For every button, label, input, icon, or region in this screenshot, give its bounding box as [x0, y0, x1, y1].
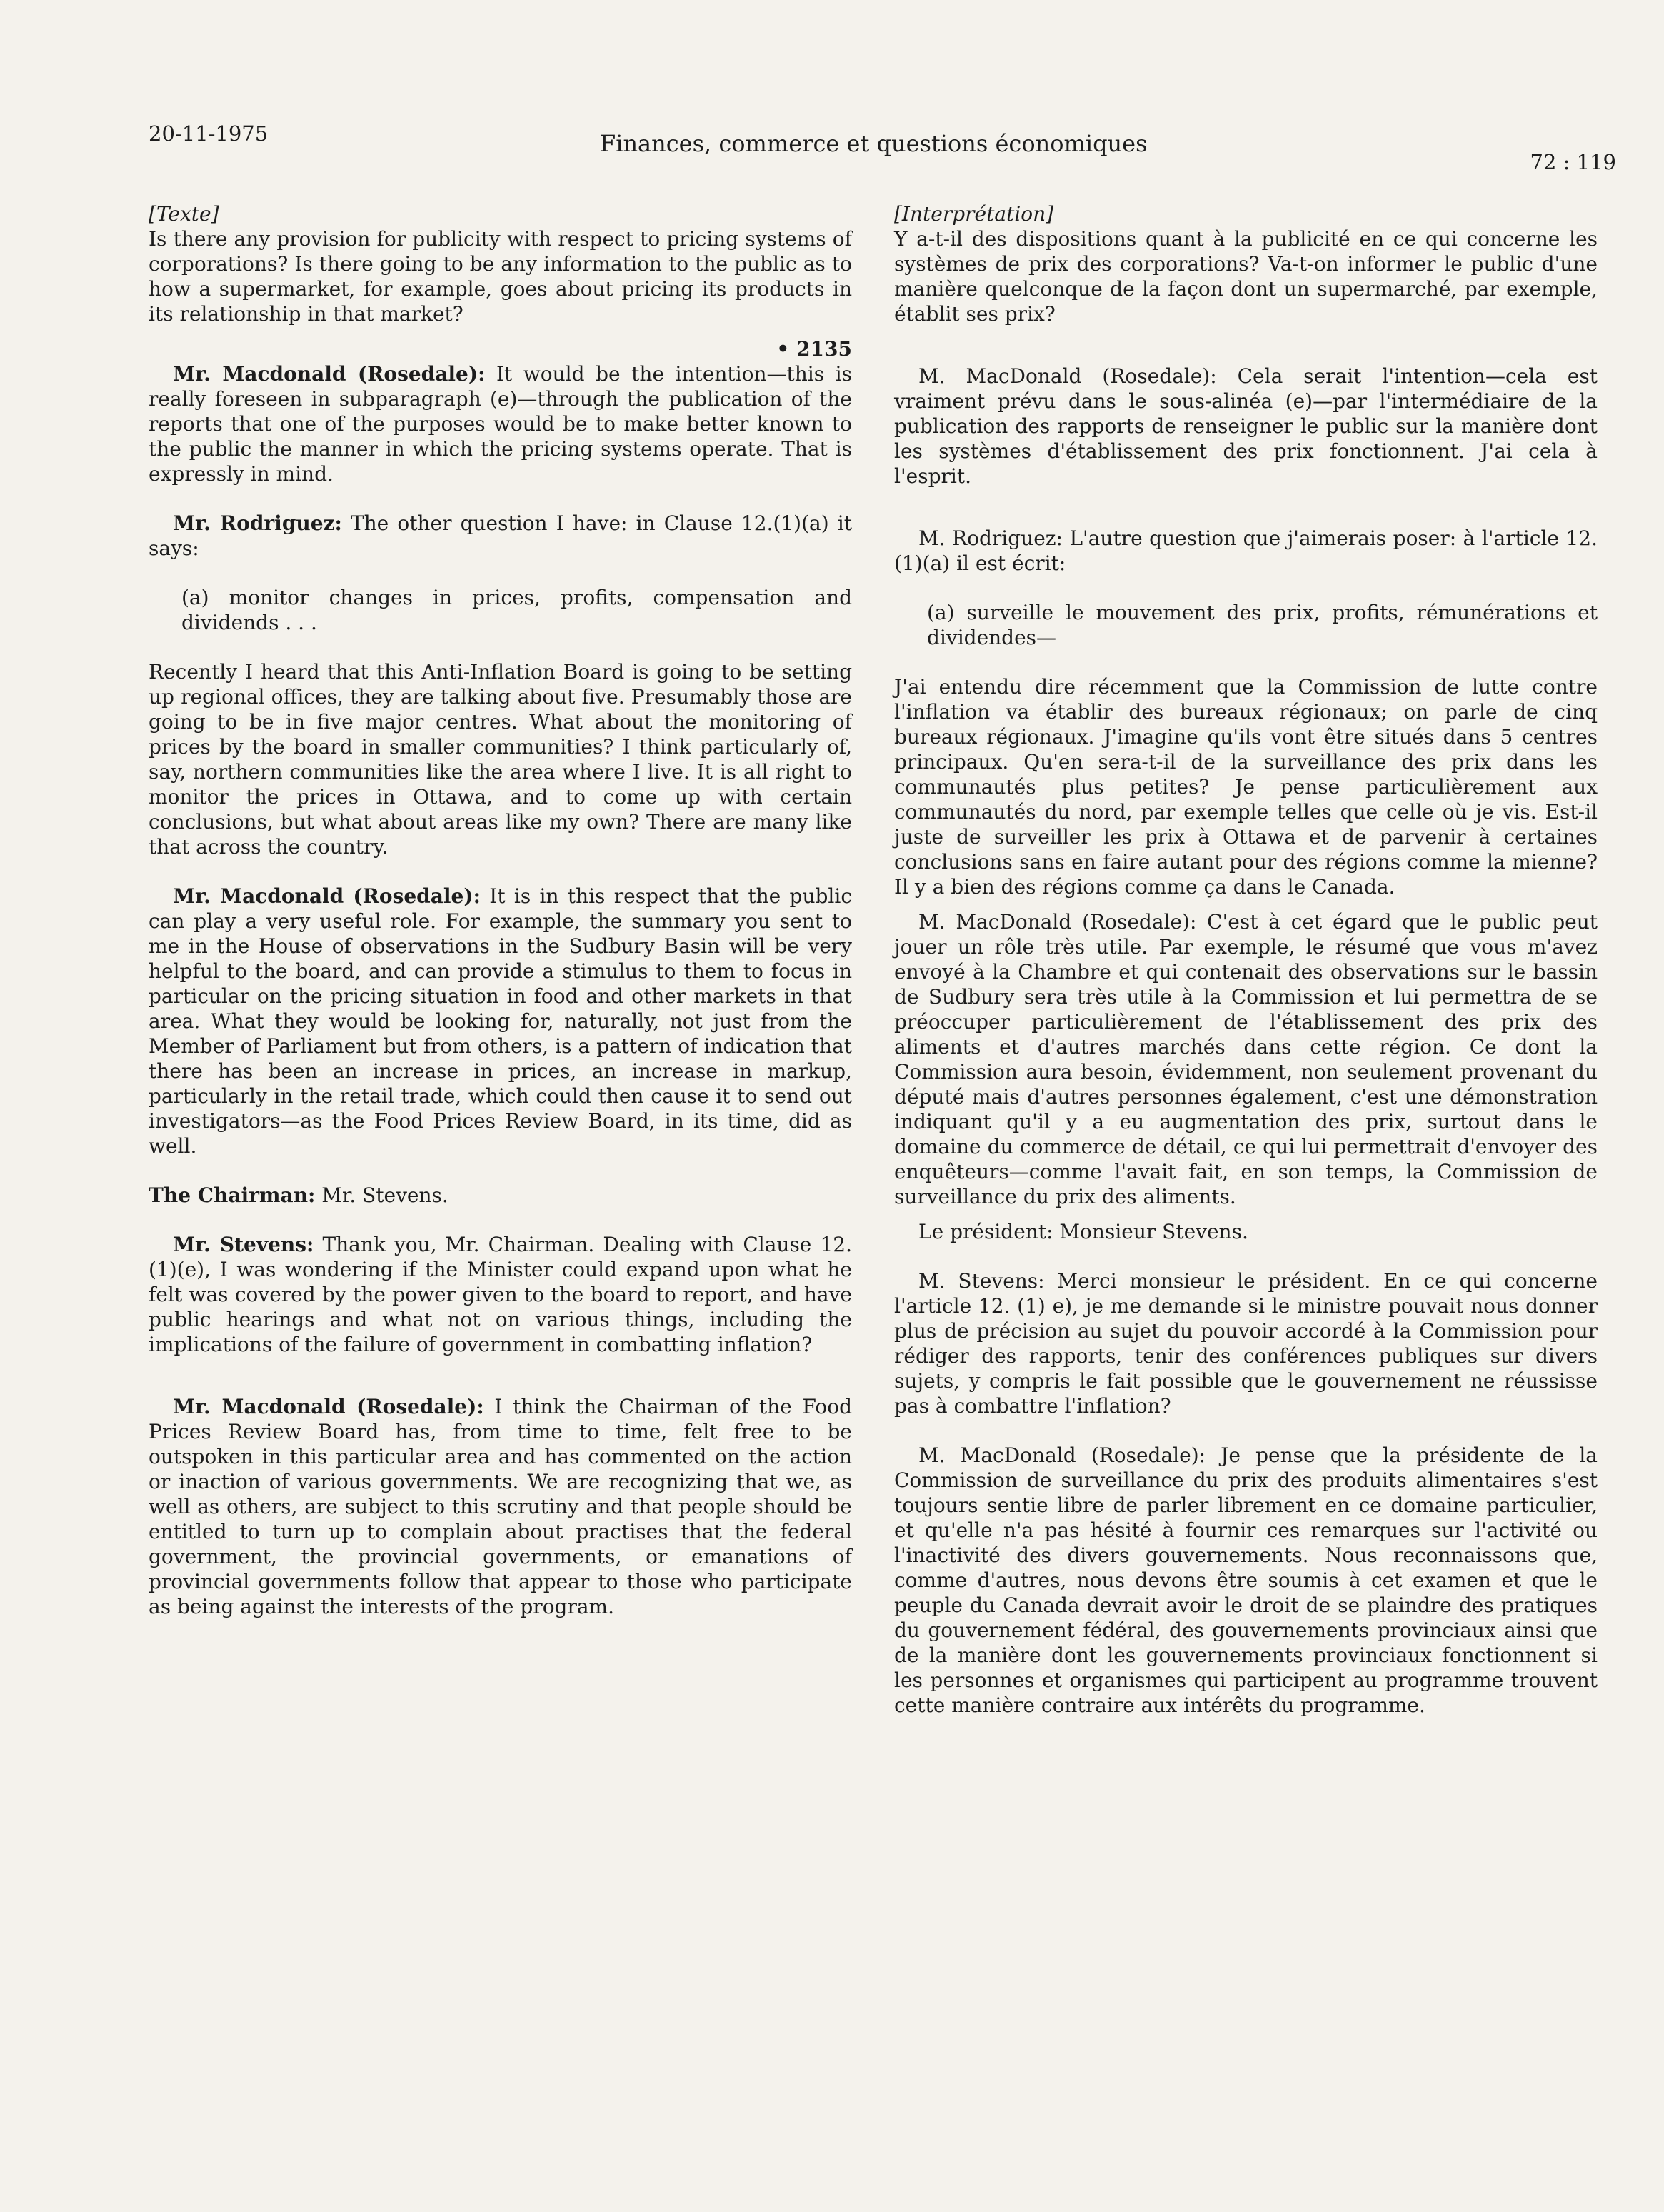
english-quote: (a) monitor changes in prices, profits, compensation and dividends . . .	[181, 586, 852, 634]
speaker-name: Mr. Macdonald (Rosedale):	[173, 884, 481, 908]
page-header	[149, 121, 1616, 174]
speech-text: It is in this respect that the public can play a very useful role. For example, the summary you sent to me in the House of observations in the Sudbury Basin will be very helpful to the board, and can provide a stimulus to them to focus in particular on the pricing situation in food and other markets in that area. What they would be looking for, naturally, not just from the Member of Parliament but from others, is a pattern of indication that there has been an increase in prices, an increase in markup, particularly in the retail trade, which could then cause it to send out investigators—as the Food Prices Review Board, in its time, did as well.	[149, 884, 852, 1158]
time-mark: • 2135	[776, 337, 852, 361]
english-paragraph-7	[149, 1232, 852, 1357]
speech-text: It would be the intention—this is really foreseen in subparagraph (e)—through the publication of the reports that one of the purposes would be to make better known to the public the manner in which the pricing systems operate. That is expressly in mind.	[149, 362, 852, 486]
french-paragraph-2: M. MacDonald (Rosedale): Cela serait l'intention—cela est vraiment prévu dans le sous-alinéa (e)—par l'intermédiaire de la publication des rapports de renseigner le public sur la manière dont les systèmes d'établissement des prix fonctionnent. J'ai cela à l'esprit.	[894, 364, 1598, 488]
english-paragraph-8	[149, 1394, 852, 1619]
french-paragraph-8: M. MacDonald (Rosedale): Je pense que la présidente de la Commission de surveillance du prix des produits alimentaires s'est toujours sentie libre de parler librement en ce domaine particulier, et qu'elle n'a pas hésité à fournir ces remarques sur l'activité ou l'inactivité des divers gouvernements. Nous reconnaissons que, comme d'autres, nous devons être soumis à cet examen et que le peuple du Canada devrait avoir le droit de se plaindre des pratiques du gouvernement fédéral, des gouvernements provinciaux ainsi que de la manière dont les gouvernements provinciaux fonctionnent si les personnes et organismes qui participent au programme trouvent cette manière contraire aux intérêts du programme.	[894, 1443, 1598, 1717]
french-paragraph-3: M. Rodriguez: L'autre question que j'aimerais poser: à l'article 12.(1)(a) il est écrit:	[894, 526, 1598, 575]
speaker-name: Mr. Rodriguez:	[173, 511, 342, 535]
speech-text: The other question I have: in Clause 12.(1)(a) it says:	[149, 511, 852, 560]
speaker-name: Mr. Macdonald (Rosedale):	[173, 362, 486, 386]
french-column	[894, 201, 1598, 1718]
speaker-name: Mr. Macdonald (Rosedale):	[173, 1395, 484, 1418]
speech-text: Thank you, Mr. Chairman. Dealing with Clause 12.(1)(e), I was wondering if the Minister could expand upon what he felt was covered by the power given to the board to report, and have public hearings and what not on various things, including the implications of the failure of government in combatting inflation?	[149, 1233, 852, 1356]
header-page-number: 72 : 119	[1530, 150, 1616, 174]
english-paragraph-5	[149, 884, 852, 1158]
french-paragraph-7: M. Stevens: Merci monsieur le président. En ce qui concerne l'article 12. (1) e), je me demande si le ministre pouvait nous donner plus de précision au sujet du pouvoir accordé à la Commission pour rédiger des rapports, tenir des conférences publiques sur divers sujets, y compris le fait possible que le gouvernement ne réussisse pas à combattre l'inflation?	[894, 1269, 1598, 1418]
english-section-label: [Texte]	[149, 202, 219, 226]
english-paragraph-6	[149, 1183, 852, 1208]
english-paragraph-1: Is there any provision for publicity with respect to pricing systems of corporations? Is there going to be any information to the public as to how a supermarket, for example, goes about pricing its products in its relationship in that market?	[149, 227, 852, 326]
speaker-name: Mr. Stevens:	[173, 1233, 314, 1256]
english-column	[149, 201, 852, 1619]
speaker-name: The Chairman:	[149, 1183, 316, 1207]
french-paragraph-1: Y a-t-il des dispositions quant à la publicité en ce qui concerne les systèmes de prix des corporations? Va-t-on informer le public d'une manière quelconque de la façon dont un supermarché, par exemple, établit ses prix?	[894, 227, 1598, 326]
french-paragraph-5: M. MacDonald (Rosedale): C'est à cet égard que le public peut jouer un rôle très utile. Par exemple, le résumé que vous m'avez envoyé à la Chambre et qui contenait des observations sur le bassin de Sudbury sera très utile à la Commission et lui permettra de se préoccuper particulièrement de l'établissement des prix des aliments et d'autres marchés dans cette région. Ce dont la Commission aura besoin, évidemment, non seulement provenant du député mais d'autres personnes également, c'est une démonstration indiquant qu'il y a eu augmentation des prix, surtout dans le domaine du commerce de détail, ce qui lui permettrait d'envoyer des enquêteurs—comme l'avait fait, en son temps, la Commission de surveillance du prix des aliments.	[894, 910, 1598, 1208]
english-paragraph-3	[149, 511, 852, 561]
french-paragraph-4: J'ai entendu dire récemment que la Commission de lutte contre l'inflation va établir des bureaux régionaux; on parle de cinq bureaux régionaux. J'imagine qu'ils vont être situés dans 5 centres principaux. Qu'en sera-t-il de la surveillance des prix dans les communautés plus petites? Je pense particulièrement aux communautés du nord, par exemple telles que celle où je vis. Est-il juste de surveiller les prix à Ottawa et de parvenir à certaines conclusions sans en faire autant pour des régions comme la mienne? Il y a bien des régions comme ça dans le Canada.	[894, 675, 1598, 899]
french-quote: (a) surveille le mouvement des prix, profits, rémunérations et dividendes—	[927, 601, 1598, 649]
header-date: 20-11-1975	[149, 121, 269, 146]
speech-text: Mr. Stevens.	[315, 1183, 448, 1207]
speech-text: I think the Chairman of the Food Prices Review Board has, from time to time, felt free to be outspoken in this particular area and has commented on the action or inaction of various governments. We are recognizing that we, as well as others, are subject to this scrutiny and that people should be entitled to turn up to complain about practises that the federal government, the provincial governments, or emanations of provincial governments follow that appear to those who participate as being against the interests of the program.	[149, 1395, 852, 1618]
french-paragraph-6: Le président: Monsieur Stevens.	[918, 1220, 1248, 1243]
english-paragraph-2	[149, 361, 852, 486]
english-paragraph-4: Recently I heard that this Anti-Inflation Board is going to be setting up regional offices, they are talking about five. Presumably those are going to be in five major centres. What about the monitoring of prices by the board in smaller communities? I think particularly of, say, northern communities like the area where I live. It is all right to monitor the prices in Ottawa, and to come up with certain conclusions, but what about areas like my own? There are many like that across the country.	[149, 660, 852, 859]
header-title: Finances, commerce et questions économiques	[600, 130, 1148, 157]
french-section-label: [Interprétation]	[894, 202, 1054, 226]
